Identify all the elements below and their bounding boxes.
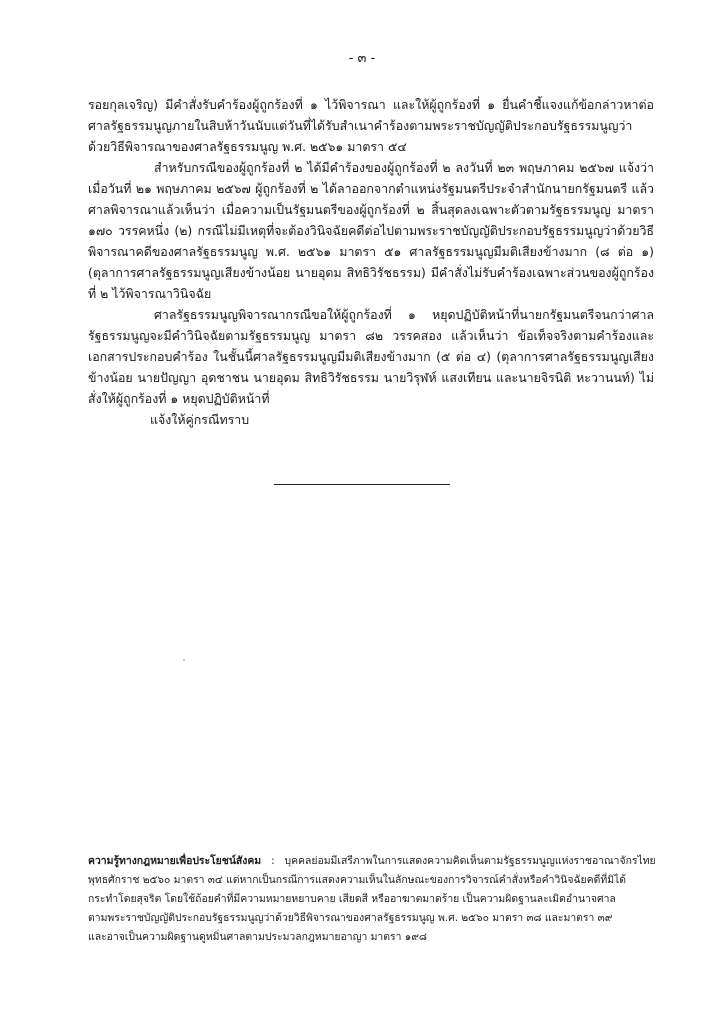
footer-line-5: และอาจเป็นความผิดฐานดูหมิ่นศาลตามประมวลกฎหมายอาญา มาตรา ๑๙๘ [88, 931, 427, 943]
legal-notice-footer [88, 852, 660, 947]
document-body [88, 94, 654, 430]
footer-title: ความรู้ทางกฎหมายเพื่อประโยชน์สังคม [88, 855, 262, 867]
paragraph-1: รอยกุลเจริญ) มีคำสั่งรับคำร้องผู้ถูกร้องที่ ๑ ไว้พิจารณา และให้ผู้ถูกร้องที่ ๑ ยื่นคำชี้แจงแก้ข้อกล่าวหาต่อศาลรัฐธรรมนูญภายในสิบห้าวันนับแต่วันที่ได้รับสำเนาคำร้องตามพระราชบัญญัติประกอบรัฐธรรมนูญว่าด้วยวิธีพิจารณาของศาลรัฐธรรมนูญ พ.ศ. ๒๕๖๑ มาตรา ๕๔ [88, 97, 654, 154]
footer-separator: : [271, 855, 275, 867]
end-of-content-divider [274, 484, 450, 485]
footer-line-4: ตามพระราชบัญญัติประกอบรัฐธรรมนูญว่าด้วยวิธีพิจารณาของศาลรัฐธรรมนูญ พ.ศ. ๒๕๖๐ มาตรา ๓๘ และมาตรา ๓๙ [88, 912, 613, 924]
scan-speck [183, 659, 185, 661]
footer-line-2: พุทธศักราช ๒๕๖๐ มาตรา ๓๔ แต่หากเป็นกรณีการแสดงความเห็นในลักษณะของการวิจารณ์คำสั่งหรือคำวินิจฉัยคดีที่มิได้ [88, 874, 627, 886]
paragraph-2: สำหรับกรณีของผู้ถูกร้องที่ ๒ ได้มีคำร้องของผู้ถูกร้องที่ ๒ ลงวันที่ ๒๓ พฤษภาคม ๒๕๖๗ แจ้งว่า เมื่อวันที่ ๒๑ พฤษภาคม ๒๕๖๗ ผู้ถูกร้องที่ ๒ ได้ลาออกจากตำแหน่งรัฐมนตรีประจำสำนักนายกรัฐมนตรี แล้ว ศาลพิจารณาแล้วเห็นว่า เมื่อความเป็นรัฐมนตรีของผู้ถูกร้องที่ ๒ สิ้นสุดลงเฉพาะตัวตามรัฐธรรมนูญ มาตรา ๑๗๐ วรรคหนึ่ง (๒) กรณีไม่มีเหตุที่จะต้องวินิจฉัยคดีต่อไปตามพระราชบัญญัติประกอบรัฐธรรมนูญว่าด้วยวิธีพิจารณาคดีของศาลรัฐธรรมนูญ พ.ศ. ๒๕๖๑ มาตรา ๕๑ ศาลรัฐธรรมนูญมีมติเสียงข้างมาก (๘ ต่อ ๑) (ตุลาการศาลรัฐธรรมนูญเสียงข้างน้อย นายอุดม สิทธิวิรัชธรรม) มีคำสั่งไม่รับคำร้องเฉพาะส่วนของผู้ถูกร้องที่ ๒ ไว้พิจารณาวินิจฉัย [88, 160, 654, 301]
paragraph-3: ศาลรัฐธรรมนูญพิจารณากรณีขอให้ผู้ถูกร้องที่ ๑ หยุดปฏิบัติหน้าที่นายกรัฐมนตรีจนกว่าศาลรัฐธรรมนูญจะมีคำวินิจฉัยตามรัฐธรรมนูญ มาตรา ๘๒ วรรคสอง แล้วเห็นว่า ข้อเท็จจริงตามคำร้องและเอกสารประกอบคำร้อง ในชั้นนี้ศาลรัฐธรรมนูญมีมติเสียงข้างมาก (๕ ต่อ ๔) (ตุลาการศาลรัฐธรรมนูญเสียงข้างน้อย นายปัญญา อุดชาชน นายอุดม สิทธิวิรัชธรรม นายวิรุฬห์ แสงเทียน และนายจิรนิติ หะวานนท์) ไม่สั่งให้ผู้ถูกร้องที่ ๑ หยุดปฏิบัติหน้าที่ [88, 307, 654, 406]
footer-line-1 [88, 852, 660, 871]
footer-text-1: บุคคลย่อมมีเสรีภาพในการแสดงความคิดเห็นตามรัฐธรรมนูญแห่งราชอาณาจักรไทย [284, 855, 656, 867]
signoff-line: แจ้งให้คู่กรณีทราบ [150, 412, 250, 427]
page-number: - ๓ - [348, 51, 376, 66]
footer-line-3: กระทำโดยสุจริต โดยใช้ถ้อยคำที่มีความหมายหยาบคาย เสียดสี หรืออาฆาตมาดร้าย เป็นความผิดฐานละเมิดอำนาจศาล [88, 893, 616, 905]
